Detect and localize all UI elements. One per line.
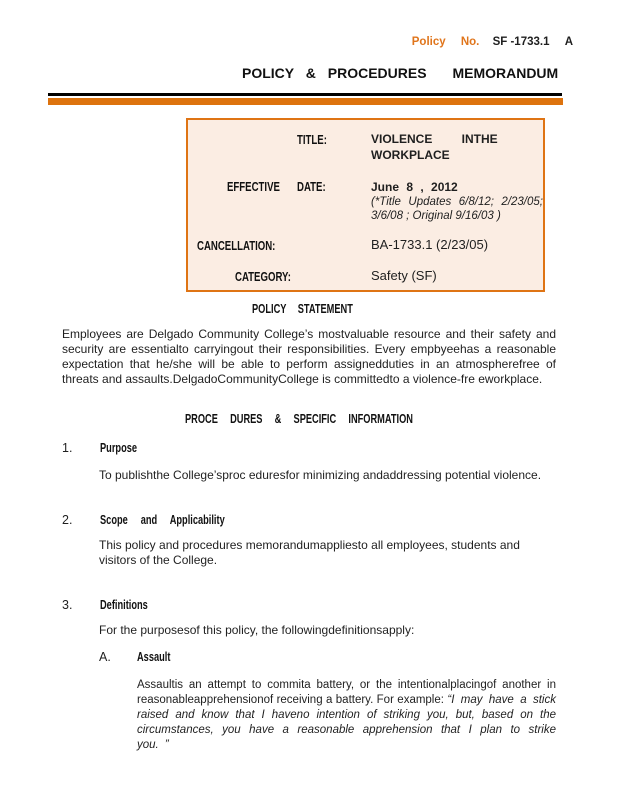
page-title-right: MEMORANDUM <box>452 65 559 81</box>
page-title <box>242 65 558 81</box>
title-row <box>188 131 535 163</box>
section-1-number: 1. <box>62 441 73 455</box>
policy-statement-heading: POLICY STATEMENT <box>252 302 353 316</box>
definition-a-term: Assault <box>137 650 171 664</box>
procedures-heading: PROCE DURES & SPECIFIC INFORMATION <box>185 412 413 426</box>
section-1-heading <box>62 441 150 455</box>
header-rule-black <box>48 93 562 96</box>
no-label: No. <box>460 36 480 48</box>
definition-a-body <box>137 678 556 753</box>
definition-a-letter: A. <box>99 650 111 664</box>
policy-info-box <box>186 118 545 292</box>
title-value: VIOLENCE INTHE WORKPLACE <box>371 132 498 162</box>
page-title-left: POLICY & PROCEDURES <box>242 65 427 81</box>
cancellation-row <box>188 237 535 255</box>
policy-label: Policy <box>411 36 446 48</box>
section-3-number: 3. <box>62 598 73 612</box>
category-value: Safety (SF) <box>371 268 437 283</box>
effective-date-value: June 8 , 2012 <box>371 180 458 194</box>
policy-number-line <box>412 36 573 48</box>
category-row <box>188 268 535 286</box>
policy-statement-body: Employees are Delgado Community College’s mostvaluable resource and their safety and security are essentialto carryingout their responsibilities. Every empbyeehas a reasonable expectation that he/she will be able to perform assignedduties in an atmospherefree of threats and assaults.DelgadoCommunityCollege is committedto a violence-fre eworkplace. <box>62 327 556 386</box>
section-1-body: To publishthe College’sproc eduresfor minimizing andaddressing potential violence. <box>99 468 542 482</box>
definition-a-text: Assaultis an attempt to commita battery, or the intentionalplacingof another in reasonableapprehensionof receiving a battery. For example: <box>137 679 556 706</box>
effective-label: EFFECTIVE <box>227 179 280 194</box>
policy-revision: A <box>564 36 573 48</box>
category-label: CATEGORY: <box>235 269 291 284</box>
section-2-title: Scope and Applicability <box>100 513 225 527</box>
section-2-heading <box>62 513 269 527</box>
definition-a-quote: “I may have a stick raised and know that I haveno intention of striking you, but, based on the circumstances, you have a reasonable apprehension that I plan to strike you. ” <box>137 694 556 751</box>
section-3-heading <box>62 598 165 612</box>
header-rule-orange <box>48 98 563 105</box>
section-2-number: 2. <box>62 513 73 527</box>
date-update-note: (*Title Updates 6/8/12; 2/23/05; 3/6/08 ; Original 9/16/03 ) <box>371 196 543 222</box>
section-2-body: This policy and procedures memorandumappliesto all employees, students and visitors of the College. <box>99 538 520 567</box>
section-1-title: Purpose <box>100 441 138 455</box>
definition-a-heading <box>99 650 182 664</box>
title-label: TITLE: <box>297 132 327 147</box>
cancellation-value: BA-1733.1 (2/23/05) <box>371 237 489 252</box>
policy-number: SF -1733.1 <box>492 36 550 48</box>
effective-date-row <box>188 179 543 223</box>
section-3-body: For the purposesof this policy, the followingdefinitionsapply: <box>99 623 415 637</box>
cancellation-label: CANCELLATION: <box>197 238 276 253</box>
date-label: DATE: <box>297 179 326 194</box>
section-3-title: Definitions <box>100 598 148 612</box>
